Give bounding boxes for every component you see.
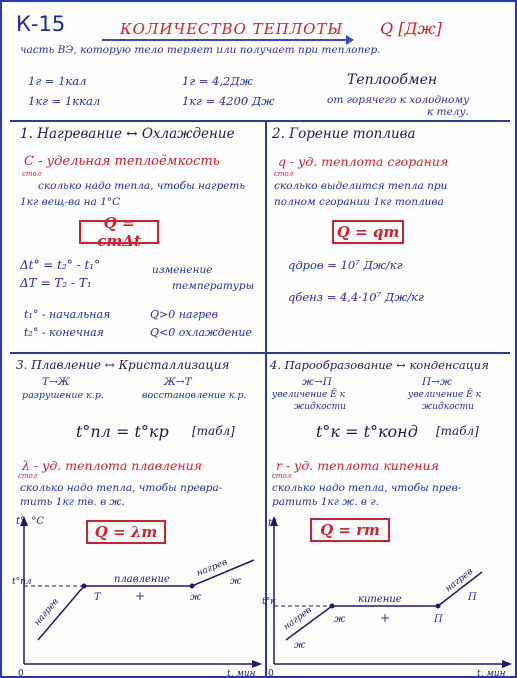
melting-graph-phase-melt: плавление xyxy=(114,574,170,585)
melting-graph-x-arrow-icon xyxy=(252,660,262,668)
boiling-graph-state-p2: П xyxy=(468,592,477,603)
section1-c-small: стол xyxy=(22,170,42,178)
section4-r-label: r - уд. теплота кипения xyxy=(276,458,439,473)
section3-restore: восстановление к.р. xyxy=(142,390,247,401)
section3-lambda-small: стол xyxy=(18,472,38,480)
boiling-graph-state-j: ж xyxy=(334,614,346,625)
section4-p-to-j: П→ж xyxy=(422,376,452,388)
section4-increase2: жидкости xyxy=(294,402,346,412)
melting-graph-point-start xyxy=(82,584,87,589)
section2-formula: Q = qm xyxy=(336,223,400,241)
melting-graph-axis-x: t, мин xyxy=(227,669,256,678)
section1-t2: t₂° - конечная xyxy=(24,326,104,339)
section3-t-to-j: Т→Ж xyxy=(42,376,70,388)
section3-j-to-t: Ж→Т xyxy=(164,376,192,388)
section1-q-pos: Q>0 нагрев xyxy=(150,308,219,321)
section2-q-wood: qдров = 10⁷ Дж/кг xyxy=(288,258,403,272)
boiling-graph-phase-boil: кипение xyxy=(358,594,402,605)
section1-dt-desc1: изменение xyxy=(152,264,213,276)
boiling-graph-origin: 0 xyxy=(268,669,274,678)
section4-table: [табл] xyxy=(436,424,479,438)
section4-formula: Q = rm xyxy=(320,521,380,539)
boiling-graph-x-arrow-icon xyxy=(502,660,512,668)
melting-graph-curve xyxy=(38,560,254,640)
melting-graph-origin: 0 xyxy=(18,669,24,678)
section3-lambda-text1: сколько надо тепла, чтобы превра- xyxy=(20,482,223,494)
page-title: КОЛИЧЕСТВО ТЕПЛОТЫ xyxy=(120,20,344,38)
boiling-graph-point-end xyxy=(436,604,441,609)
boiling-graph-phase-heat: нагрев xyxy=(281,605,314,633)
melting-graph-phase-heat2: нагрев xyxy=(195,557,229,579)
section4-r-text2: ратить 1кг ж. в г. xyxy=(272,496,380,508)
section4-r-small: стол xyxy=(272,472,292,480)
section3-formula-temp: t°пл = t°кр xyxy=(76,422,169,441)
melting-graph-state-j2: ж xyxy=(230,576,242,587)
section3-lambda-text2: тить 1кг тв. в ж. xyxy=(20,496,125,508)
unit-g-j: 1г = 4,2Дж xyxy=(182,74,253,88)
section3-table: [табл] xyxy=(192,424,235,438)
section3-lambda-label: λ - уд. теплота плавления xyxy=(22,458,202,473)
section2-q-small: стол xyxy=(274,170,294,178)
melting-graph-state-t: Т xyxy=(94,592,101,603)
unit-kcal: 1кг = 1ккал xyxy=(28,94,101,108)
section2-q-text2: полном сгорании 1кг топлива xyxy=(274,196,444,208)
boiling-graph-state-p: П xyxy=(434,614,443,625)
definition-text: часть ВЭ, которую тело теряет или получает при теплопер. xyxy=(20,44,381,56)
boiling-graph-y-mark: t°к xyxy=(262,597,276,607)
section1-dt-desc2: температуры xyxy=(172,280,255,292)
melting-graph-state-j: ж xyxy=(190,592,202,603)
section4-increase-r: увеличение Ē к xyxy=(408,390,481,400)
melting-graph-phase-heat: нагрев xyxy=(32,596,61,628)
melting-graph-axis-y: t°, °С xyxy=(16,516,45,527)
section3-destroy: разрушение к.р. xyxy=(22,390,104,401)
section2-q-label: q - уд. теплота сгорания xyxy=(278,154,449,169)
boiling-graph-axis-x: t, мин xyxy=(477,669,506,678)
unit-kg-j: 1кг = 4200 Дж xyxy=(182,94,275,108)
section4-title: 4. Парообразование ↔ конденсация xyxy=(270,358,489,372)
section1-dT: ΔT = T₂ - T₁ xyxy=(20,276,92,290)
section1-formula: Q = cmΔt xyxy=(97,214,141,250)
section3-formula: Q = λm xyxy=(94,523,158,541)
heat-exchange-text2: к телу. xyxy=(427,106,469,118)
section4-formula-temp: t°к = t°конд xyxy=(316,422,418,441)
heat-exchange-title: Теплообмен xyxy=(347,72,438,88)
section4-increase-r2: жидкости xyxy=(422,402,474,412)
section1-dt: Δt° = t₂° - t₁° xyxy=(20,258,101,272)
section4-increase: увеличение Ē к xyxy=(272,390,345,400)
boiling-graph-axis-y: t° xyxy=(268,518,278,529)
section4-j-to-p: ж→П xyxy=(302,376,332,388)
boiling-graph-phase-heat2: нагрев xyxy=(443,566,476,595)
section1-c-text1: сколько надо тепла, чтобы нагреть xyxy=(38,180,246,192)
section2-title: 2. Горение топлива xyxy=(272,126,416,142)
header-formula: Q [Дж] xyxy=(380,19,442,38)
melting-graph-y-mark: t°пл xyxy=(12,577,32,587)
card-code: К-15 xyxy=(16,12,66,36)
section3-title: 3. Плавление ↔ Кристаллизация xyxy=(16,358,230,372)
boiling-graph-point-start xyxy=(330,604,335,609)
melting-graph-point-end xyxy=(190,584,195,589)
section4-formula-box xyxy=(310,518,390,542)
section2-q-gas: qбенз = 4,4·10⁷ Дж/кг xyxy=(288,290,424,304)
heat-exchange-text: от горячего к холодному xyxy=(327,94,470,106)
melting-graph xyxy=(2,2,517,678)
boiling-graph-state-plus: + xyxy=(380,611,391,625)
section1-t1: t₁° - начальная xyxy=(24,308,111,321)
section1-q-neg: Q<0 охлаждение xyxy=(150,326,252,339)
section2-q-text1: сколько выделится тепла при xyxy=(274,180,448,192)
section1-c-label: С - удельная теплоёмкость xyxy=(24,154,220,169)
unit-cal: 1г = 1кал xyxy=(28,74,87,88)
section4-r-text1: сколько надо тепла, чтобы прев- xyxy=(272,482,462,494)
section1-c-text2: 1кг вещ-ва на 1°С xyxy=(20,196,121,208)
boiling-graph-state-j-low: ж xyxy=(294,640,306,651)
section1-title: 1. Нагревание ↔ Охлаждение xyxy=(20,126,235,142)
melting-graph-state-plus: + xyxy=(135,589,146,603)
